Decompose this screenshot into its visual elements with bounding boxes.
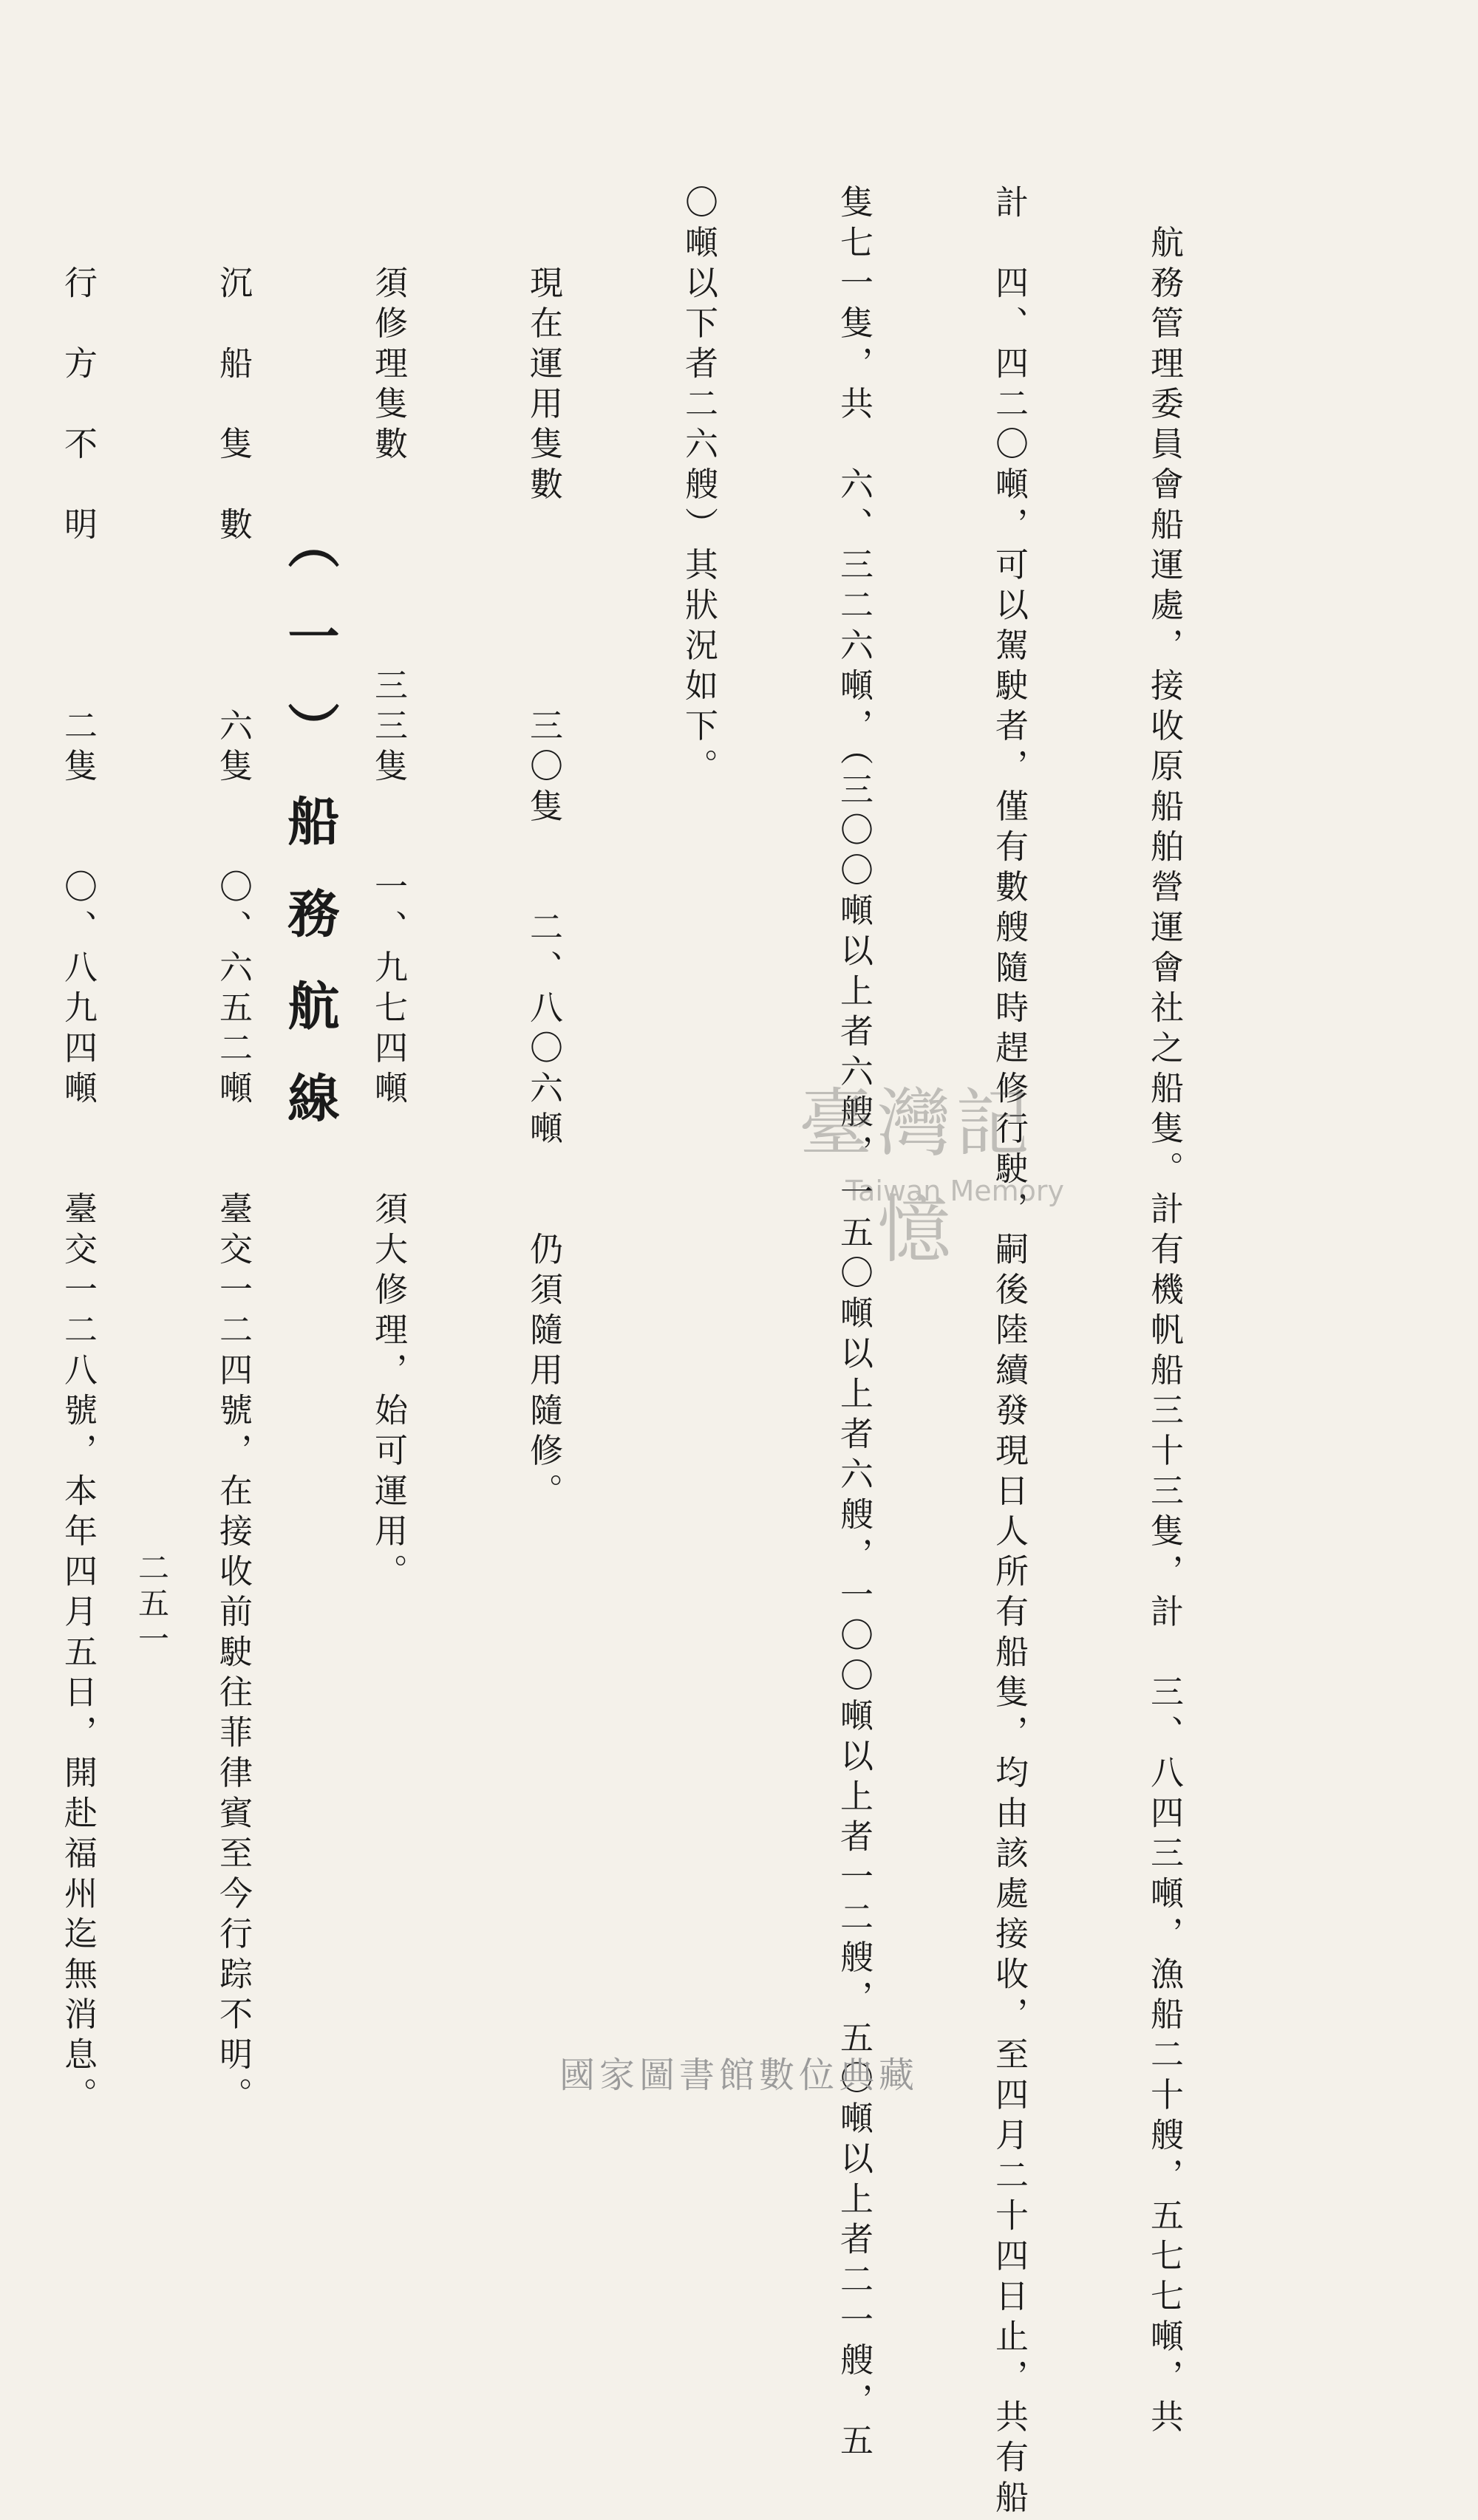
text-column: 隻七一隻，共 六、三二六噸，（三〇〇噸以上者六艘，一五〇噸以上者六艘，一〇〇噸以上者一二艘，五〇噸以上者二一艘，五 <box>834 185 873 2463</box>
text-column: 〇噸以下者二六艘）其狀況如下。 <box>679 185 718 789</box>
logo-title: 臺灣記憶 <box>799 1080 1034 1273</box>
section-title: （一）船務航線 <box>279 517 341 1164</box>
footer-watermark: 國家圖書館數位典藏 <box>559 2055 919 2096</box>
table-row: 須修理隻數 三三隻 一、九七四噸 須大修理，始可運用。 <box>369 185 408 1594</box>
page-number: 二五一 <box>134 1551 170 1658</box>
text-column: 計 四、四二〇噸，可以駕駛者，僅有數艘隨時趕修行駛，嗣後陸續發現日人所有船隻，均由該處接收，至四月二十四日止，共有船 <box>990 185 1029 2520</box>
table-row: 沉 船 隻 數 六隻 〇、六五二噸 臺交一二四號，在接收前駛往菲律賓至今行踪不明。 <box>214 185 253 2117</box>
table-row: 行 方 不 明 二隻 〇、八九四噸 臺交一二八號，本年四月五日，開赴福州迄無消息。 <box>58 185 98 2117</box>
logo-subtitle: Taiwan Memory <box>845 1175 1064 1207</box>
text-column: 航務管理委員會船運處，接收原船舶營運會社之船隻。計有機帆船三十三隻，計 三、八四三噸，漁船二十艘，五七七噸，共 <box>1145 185 1184 2439</box>
table-row: 現在運用隻數 三〇隻 二、八〇六噸 仍須隨用隨修。 <box>524 185 563 1514</box>
